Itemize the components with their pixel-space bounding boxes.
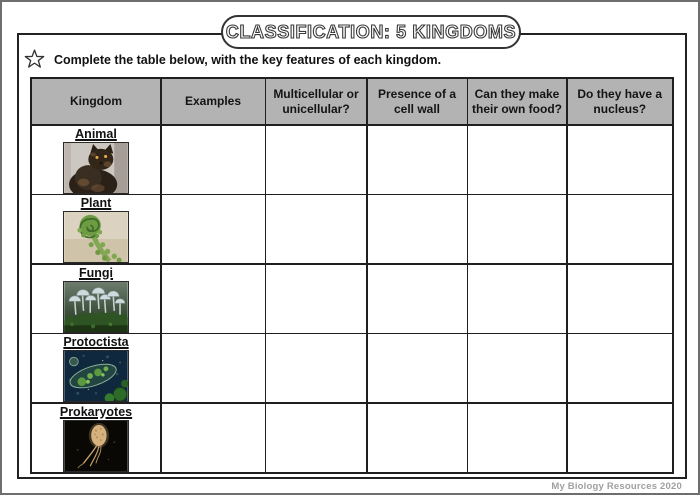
answer-cell	[266, 265, 366, 333]
answer-cell	[162, 404, 265, 472]
answer-cell	[468, 404, 566, 472]
kingdom-cell-protoctista	[32, 334, 160, 402]
column-header-nucleus: Do they have a nucleus?	[568, 79, 673, 124]
answer-cell	[368, 126, 467, 194]
kingdom-cell-plant	[32, 195, 160, 263]
answer-cell	[568, 126, 673, 194]
answer-cell	[568, 265, 673, 333]
column-header-kingdom: Kingdom	[32, 79, 160, 124]
answer-cell	[162, 334, 265, 402]
title-banner	[221, 15, 521, 49]
kingdom-label: Protoctista	[63, 335, 129, 349]
instruction-text: Complete the table below, with the key features of each kingdom.	[54, 52, 442, 67]
answer-cell	[468, 126, 566, 194]
kingdom-label: Animal	[75, 126, 117, 141]
paramecium-microscopy-photo	[63, 350, 129, 402]
answer-cell	[568, 334, 673, 402]
answer-cell	[568, 404, 673, 472]
answer-cell	[368, 404, 467, 472]
star-outline-icon	[24, 49, 45, 70]
column-header-multicellular: Multicellular or unicellular?	[266, 79, 366, 124]
answer-cell	[162, 126, 265, 194]
answer-cell	[468, 195, 566, 263]
fern-fiddlehead-photo	[63, 211, 129, 263]
answer-cell	[162, 195, 265, 263]
kingdom-label: Prokaryotes	[59, 404, 133, 419]
answer-cell	[266, 334, 366, 402]
answer-cell	[266, 195, 366, 263]
column-header-examples: Examples	[162, 79, 265, 124]
kingdom-cell-prokaryotes	[32, 404, 160, 472]
kingdom-label: Plant	[80, 196, 112, 210]
answer-cell	[468, 334, 566, 402]
kingdom-cell-fungi	[32, 265, 160, 333]
answer-cell	[266, 126, 366, 194]
answer-cell	[368, 195, 467, 263]
kingdoms-table	[30, 77, 674, 474]
answer-cell	[368, 265, 467, 333]
answer-cell	[468, 265, 566, 333]
bacterium-microscopy-photo	[63, 420, 129, 472]
mushrooms-in-moss-photo	[63, 281, 129, 333]
page-title: CLASSIFICATION: 5 KINGDOMS	[225, 21, 517, 42]
answer-cell	[162, 265, 265, 333]
column-header-own-food: Can they make their own food?	[468, 79, 566, 124]
answer-cell	[368, 334, 467, 402]
answer-cell	[568, 195, 673, 263]
answer-cell	[266, 404, 366, 472]
kingdom-cell-animal	[32, 126, 160, 194]
instruction-row	[24, 49, 441, 70]
column-header-cell-wall: Presence of a cell wall	[368, 79, 467, 124]
footer-credit: My Biology Resources 2020	[551, 481, 682, 492]
tortoiseshell-cat-photo	[63, 142, 129, 194]
kingdom-label: Fungi	[78, 265, 113, 280]
